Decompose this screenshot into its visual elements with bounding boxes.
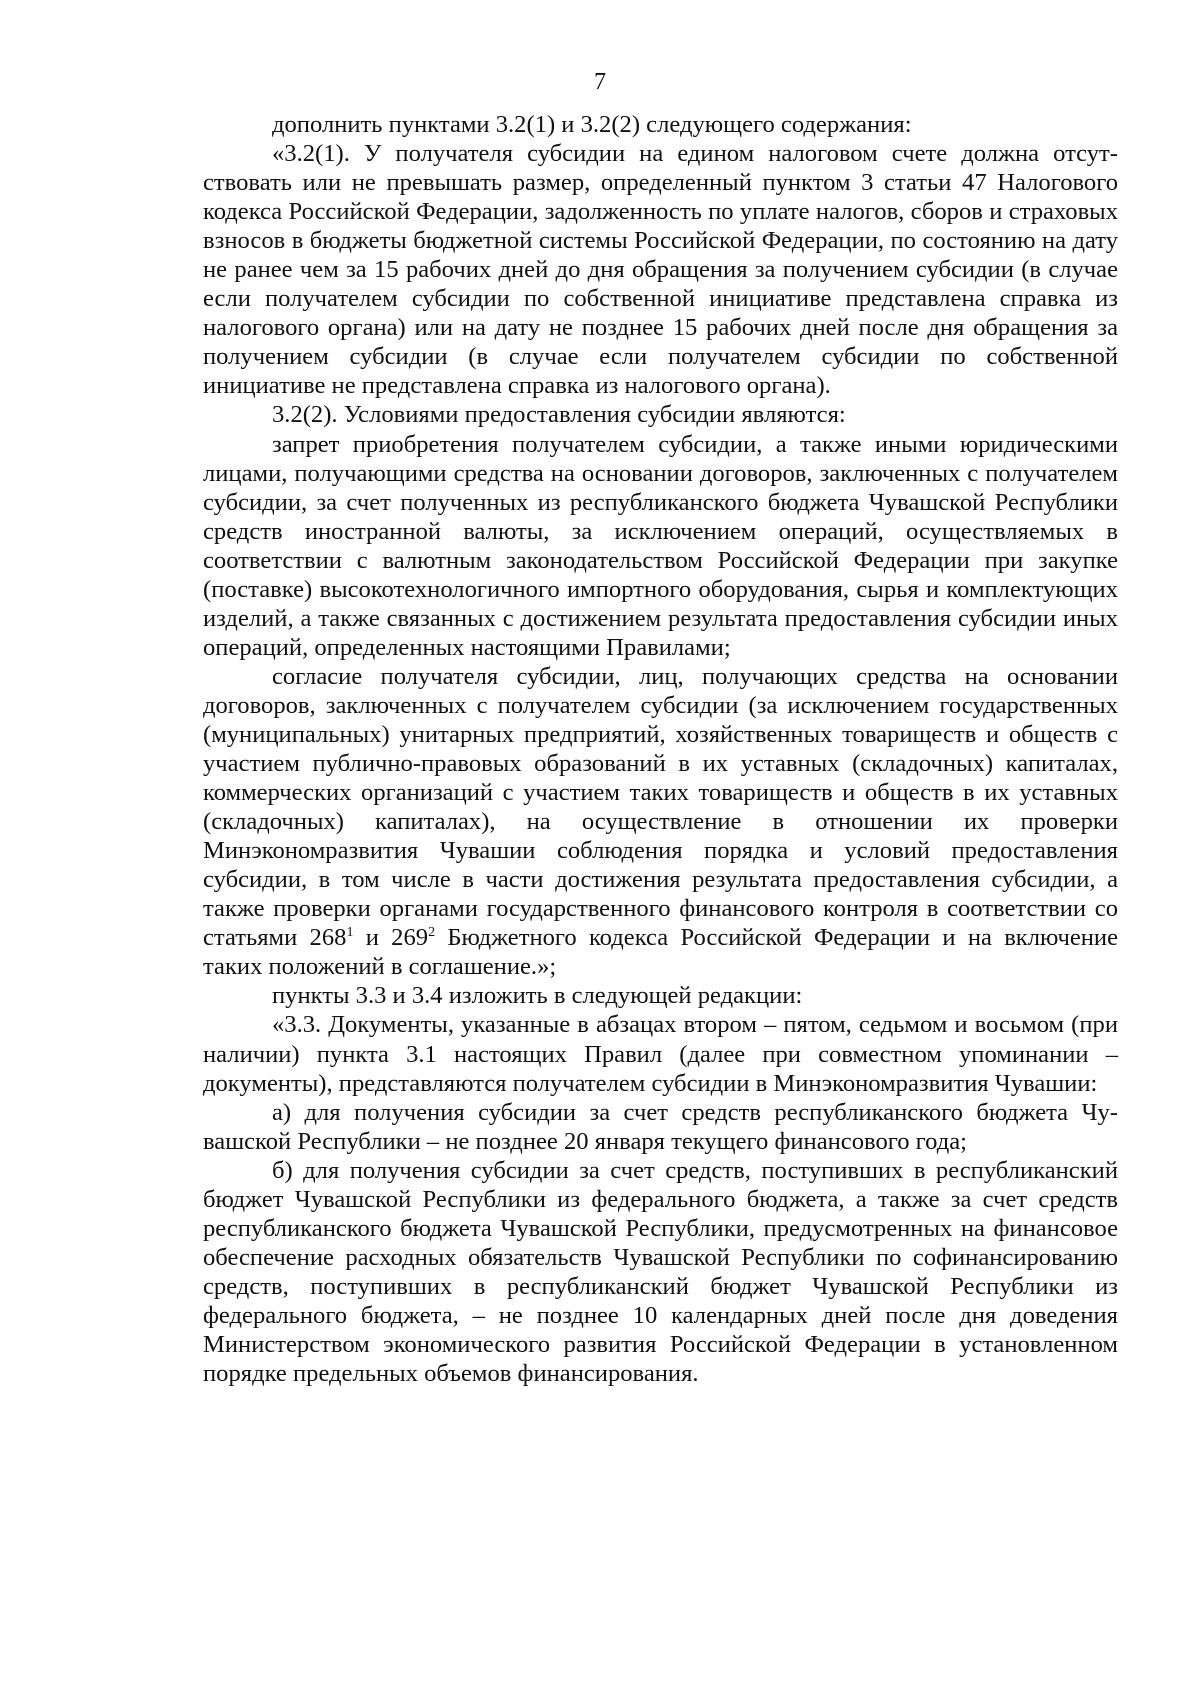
paragraph-consent <box>203 662 1118 982</box>
superscript-1: 1 <box>346 925 354 941</box>
paragraph-3-3-3-4-intro: пункты 3.3 и 3.4 изложить в следующей редакции: <box>272 982 803 1010</box>
paragraph-3-2-1: «3.2(1). У получателя субсидии на едином налоговом счете должна отсутствовать или не превышать размер, определенный пунктом 3 статьи 47 Налогового кодекса Российской Федерации, задолженность по уплате налогов, сборов и страховых взносов в бюджеты бюджетной системы Российской Федерации, по состоянию на дату не ранее чем за 15 рабочих дней до дня обращения за получением субсидии (в случае если получателем субсидии по собственной инициативе представлена справка из налогового органа) или на дату не позднее 15 рабочих дней после дня обращения за получением субсидии (в случае если получателем субсидии по собственной инициативе не представлена справка из налогового органа). <box>203 140 1118 400</box>
paragraph-consent-middle: и 269 <box>353 924 429 952</box>
paragraph-consent-end: Бюджетного кодекса Российской Федерации и на включение таких положений в соглашение.»; <box>203 924 1118 981</box>
paragraph-currency-ban: запрет приобретения получателем субсидии, а также иными юридическими лицами, получающими средства на основании договоров, заключенных с получателем субсидии, за счет полученных из республиканского бюджета Чувашской Республики средств иностранной валюты, за исключением операций, осуществляемых в соответствии с валютным законодательством Российской Федерации при закупке (поставке) высокотехнологичного импортного оборудования, сырья и комплектующих изделий, а также связанных с достижением результата предоставления субсидии иных операций, определенных настоящими Правилами; <box>203 430 1118 661</box>
document-body <box>203 110 1118 1388</box>
paragraph-3-3-b: б) для получения субсидии за счет средств, поступивших в республиканский бюджет Чувашской Республики из федерального бюджета, а также за счет средств республиканского бюджета Чувашской Республики, предусмотренных на финансовое обеспечение расходных обязательств Чувашской Республики по софинансированию средств, поступивших в республиканский бюджет Чувашской Республики из федерального бюджета, – не позднее 10 календарных дней после дня доведения Министерством экономического развития Российской Федерации в установленном порядке предельных объемов финансирования. <box>203 1156 1118 1388</box>
page-number: 7 <box>594 69 606 95</box>
superscript-2: 2 <box>428 925 436 941</box>
paragraph-amend-intro: дополнить пунктами 3.2(1) и 3.2(2) следующего содержания: <box>272 111 912 138</box>
paragraph-consent-text: согласие получателя субсидии, лиц, получающих средства на основании договоров, заключенных с получателем субсидии (за исключением государственных (муниципальных) унитарных предприятий, хозяйственных товариществ и обществ с участием публично-правовых образований в их уставных (складочных) капиталах, коммерческих организаций с участием таких товариществ и обществ в их уставных (складочных) капиталах), на осуществление в отношении их проверки Минэкономразвития Чувашии соблюдения порядка и условий предоставления субсидии, в том числе в части достижения результата предоставления субсидии, а также проверки органами государственного финансового контроля в соответствии со статьями 268 <box>203 662 1118 952</box>
paragraph-3-2-2-heading: 3.2(2). Условиями предоставления субсидии являются: <box>272 401 846 429</box>
paragraph-3-3-a: а) для получения субсидии за счет средств республиканского бюджета Чувашской Республики – не позднее 20 января текущего финансового года; <box>203 1098 1118 1155</box>
paragraph-3-3: «3.3. Документы, указанные в абзацах втором – пятом, седьмом и восьмом (при наличии) пункта 3.1 настоящих Правил (далее при совместном упоминании – документы), представляются получателем субсидии в Минэкономразвития Чувашии: <box>203 1011 1118 1097</box>
